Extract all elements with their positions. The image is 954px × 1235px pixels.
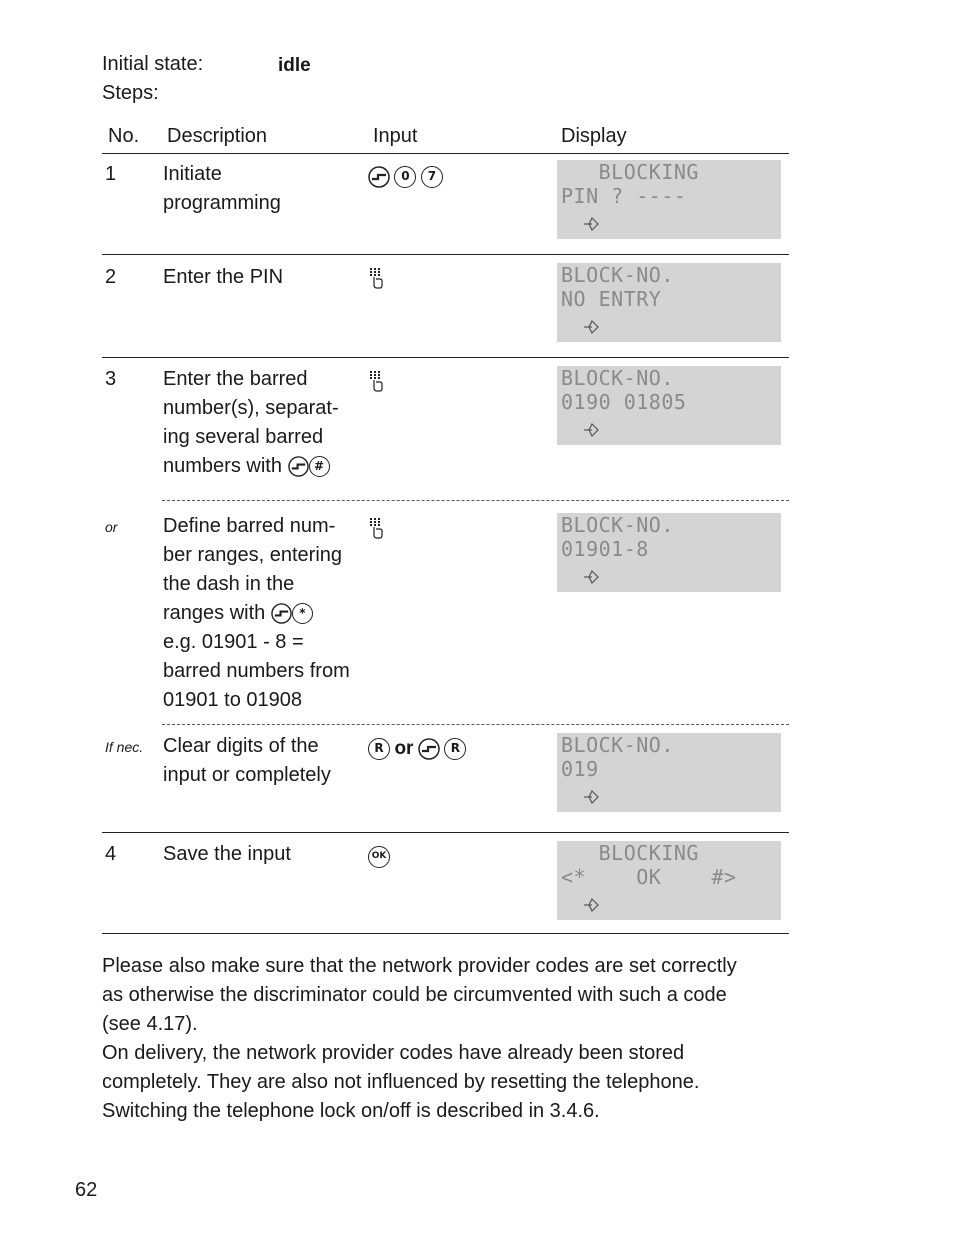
steps-label: Steps: [102,82,159,104]
step-description: Enter the barred number(s), separat- ing several barred numbers with # [163,368,339,477]
header-rule [102,153,789,154]
row-rule [102,254,789,255]
lcd-display [557,160,781,239]
lcd-line-2: NO ENTRY [561,287,662,311]
keypad-entry-icon [368,267,384,289]
page-number: 62 [75,1179,98,1201]
lcd-line-2: 0190 01805 [561,390,687,414]
row-divider-dashed [162,724,789,725]
lcd-arrow-icon [583,422,601,438]
step-input [368,166,443,188]
step-input [368,267,384,294]
step-description: Enter the PIN [163,266,284,288]
lcd-display [557,513,781,592]
notes-paragraph: Please also make sure that the network provider codes are set correctly as otherwise the discriminator could be circumvented with such a code (see 4.17). On delivery, the network provider codes have already been stored completely. They are also not influenced by resetting the telephone. Switching the telephone lock on/off is described in 3.4.6. [102,955,737,1122]
lcd-line-2: 01901-8 [561,537,649,561]
digit-key-7-icon: 7 [421,166,443,188]
row-divider-dashed [162,500,789,501]
lcd-arrow-icon [583,569,601,585]
digit-key-0-icon: 0 [394,166,416,188]
lcd-line-2: 019 [561,757,599,781]
lcd-line-2: PIN ? ---- [561,184,687,208]
lcd-display [557,733,781,812]
lcd-line-1: BLOCK-NO. [561,513,674,537]
step-input [368,370,384,397]
lcd-line-1: BLOCK-NO. [561,733,674,757]
lcd-display [557,841,781,920]
row-rule [102,357,789,358]
step-description: Save the input [163,843,291,865]
or-label: or [394,738,414,759]
step-input [368,846,390,868]
lcd-arrow-icon [583,897,601,913]
step-description: Define barred num- ber ranges, entering the dash in the ranges with * e.g. 01901 - 8 = barred numbers from 01901 to 01908 [163,515,350,711]
lcd-display [557,263,781,342]
column-header-no: No. [108,125,140,147]
hook-flash-key-icon [271,603,292,624]
step-number: 3 [105,368,117,390]
step-number: 1 [105,163,117,185]
lcd-arrow-icon [583,789,601,805]
table-bottom-rule [102,933,789,934]
step-description: Initiate programming [163,163,281,214]
step-input [368,517,384,544]
r-key-icon: R [368,738,390,760]
hook-flash-key-icon [368,166,390,188]
column-header-input: Input [373,125,418,147]
hash-key-icon: # [309,456,330,477]
lcd-arrow-icon [583,319,601,335]
r-key-icon: R [444,738,466,760]
lcd-arrow-icon [583,216,601,232]
lcd-display [557,366,781,445]
ok-key-icon: OK [368,846,390,868]
lcd-line-1: BLOCKING [561,841,699,865]
hook-flash-key-icon [288,456,309,477]
step-input [368,738,466,760]
star-key-icon: * [292,603,313,624]
step-number: If nec. [105,739,144,755]
lcd-line-1: BLOCK-NO. [561,263,674,287]
initial-state-value: idle [278,55,311,76]
row-rule [102,832,789,833]
column-header-description: Description [167,125,268,147]
hook-flash-key-icon [418,738,440,760]
initial-state-label: Initial state: [102,53,204,75]
step-number: 2 [105,266,117,288]
column-header-display: Display [561,125,627,147]
step-number: 4 [105,843,117,865]
keypad-entry-icon [368,370,384,392]
keypad-entry-icon [368,517,384,539]
lcd-line-1: BLOCKING [561,160,699,184]
lcd-line-2: <* OK #> [561,865,737,889]
step-number: or [105,519,118,535]
lcd-line-1: BLOCK-NO. [561,366,674,390]
step-description: Clear digits of the input or completely [163,735,331,786]
